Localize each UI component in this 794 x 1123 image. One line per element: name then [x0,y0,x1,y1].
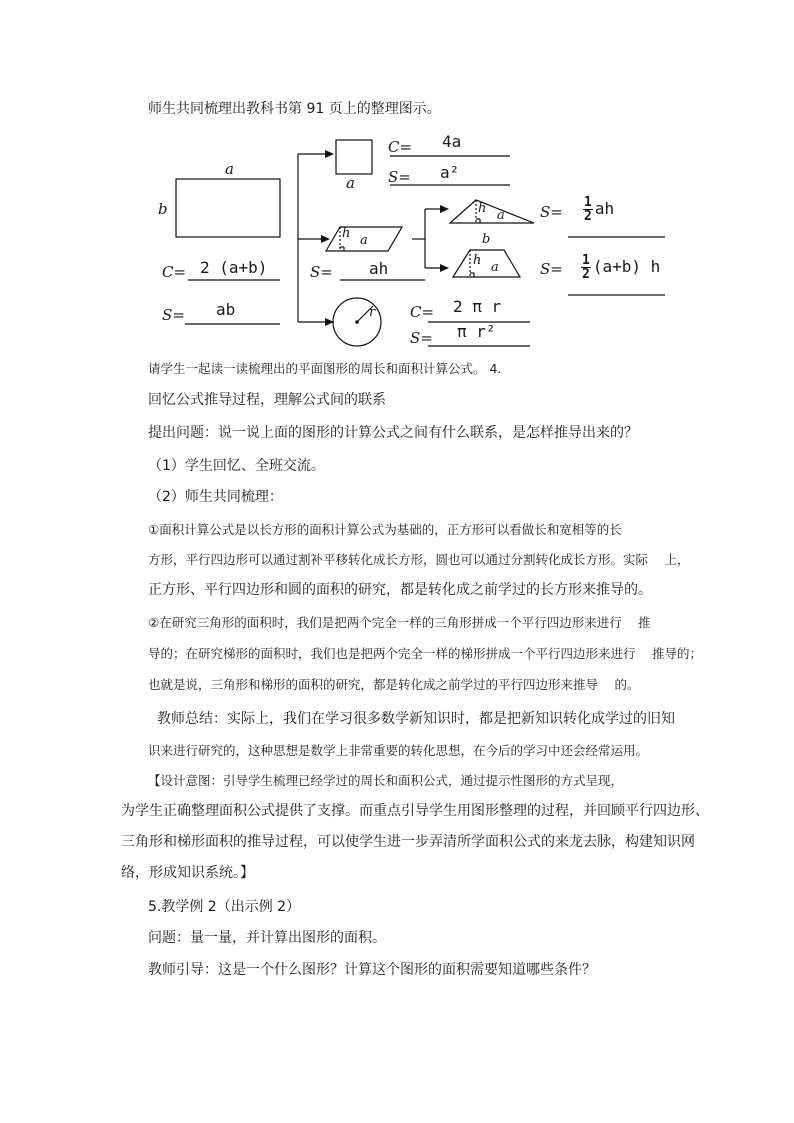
rectangle-shape [176,179,280,237]
tri-s-label: S= [540,203,563,221]
paragraph-example2: 5.教学例 2（出示例 2） [148,899,301,915]
square-s-value: a² [440,163,460,182]
paragraph-design-line3: 三角形和梯形面积的推导过程，可以使学生进一步弄清所学面积公式的来龙去脉，构建知识网 [121,834,695,850]
circle-s-value: π r² [457,322,496,341]
tri-s-formula [583,196,614,223]
arrow-to-parallelogram [321,235,330,243]
paragraph-design-line4: 络，形成知识系统。】 [121,865,254,881]
arrow-to-square [325,150,334,158]
tri-s-value: ah [594,199,615,218]
trap-fraction [581,254,591,281]
paragraph-design-line1: 【设计意图：引导学生梳理已经学过的周长和面积公式，通过提示性图形的方式呈现， [148,773,624,788]
rect-c-label: C= [162,263,187,281]
tri-h: h [478,201,487,216]
paragraph-point1-line1: ①面积计算公式是以长方形的面积计算公式为基础的，正方形可以看做长和宽相等的长 [148,522,622,537]
paragraph-design-line2: 为学生正确整理面积公式提供了支撑。而重点引导学生用图形整理的过程，并回顾平行四边形、 [121,803,709,819]
para-h: h [342,226,351,241]
arrow-to-triangle [440,205,449,213]
paragraph-point1-line3: 正方形、平行四边形和圆的面积的研究，都是转化成之前学过的长方形来推导的。 [148,582,652,598]
paragraph-point2-line3: 也就是说，三角形和梯形的面积的研究，都是转化成之前学过的平行四边形来推导 的。 [148,677,640,692]
rect-side-b: b [158,200,168,218]
tri-frac-den: 2 [584,209,592,224]
paragraph-point2-line2: 导的；在研究梯形的面积时，我们也是把两个完全一样的梯形拼成一个平行四边形来进行 推导的； [148,646,702,661]
paragraph-teacher-guide: 教师引导：这是一个什么图形？计算这个图形的面积需要知道哪些条件？ [148,962,596,978]
rect-s-label: S= [162,306,185,324]
trap-frac-num: 1 [582,253,590,268]
paragraph-summary-line1: 教师总结：实际上，我们在学习很多数学新知识时，都是把新知识转化成学过的旧知 [157,711,675,727]
paragraph-point1-line2: 方形，平行四边形可以通过割补平移转化成长方形，圆也可以通过分割转化成长方形。实际 上， [148,552,690,567]
square-side-a: a [346,174,355,192]
square-shape [336,140,372,174]
trap-frac-den: 2 [582,267,590,282]
tri-fraction [583,196,593,223]
circle-c-value: 2 π r [453,297,502,316]
paragraph-step2: （2）师生共同梳理： [148,489,283,505]
trapezoid-shape [453,250,520,277]
paragraph-read-formulas: 请学生一起读一读梳理出的平面图形的周长和面积计算公式。 4. [148,361,502,376]
arrow-to-trapezoid [440,264,449,272]
paragraph-intro: 师生共同梳理出教科书第 91 页上的整理图示。 [148,101,441,117]
paragraph-step1: （1）学生回忆、全班交流。 [148,458,325,474]
para-s-label: S= [310,263,333,281]
circle-center-dot [355,320,359,324]
paragraph-question: 提出问题：说一说上面的图形的计算公式之间有什么联系，是怎样推导出来的？ [148,425,638,441]
paragraph-point2-line1: ②在研究三角形的面积时，我们是把两个完全一样的三角形拼成一个平行四边形来进行 推 [148,615,651,630]
circle-r: r [369,305,376,320]
trap-b: b [482,232,491,247]
square-c-value: 4a [442,132,462,151]
trap-s-formula [581,254,660,281]
circle-c-label: C= [410,303,435,321]
trap-a: a [491,260,499,275]
trap-h: h [473,253,482,268]
formula-diagram [150,132,690,357]
para-a: a [360,233,368,248]
triangle-shape [450,200,534,223]
trap-s-value: (a+b) h [592,257,661,276]
circle-s-label: S= [410,329,433,347]
trap-s-label: S= [540,260,563,278]
paragraph-heading-recall: 回忆公式推导过程，理解公式间的联系 [148,392,386,408]
rect-c-value: 2 (a+b) [200,258,268,277]
rect-s-value: ab [216,300,236,319]
square-c-label: C= [388,138,413,156]
paragraph-problem: 问题：量一量，并计算出图形的面积。 [148,930,386,946]
para-s-value: ah [369,259,389,278]
rect-side-a: a [225,160,234,178]
tri-a: a [497,208,505,223]
square-s-label: S= [388,168,411,186]
tri-frac-num: 1 [584,195,592,210]
paragraph-summary-line2: 识来进行研究的，这种思想是数学上非常重要的转化思想，在今后的学习中还会经常运用。 [148,743,649,758]
